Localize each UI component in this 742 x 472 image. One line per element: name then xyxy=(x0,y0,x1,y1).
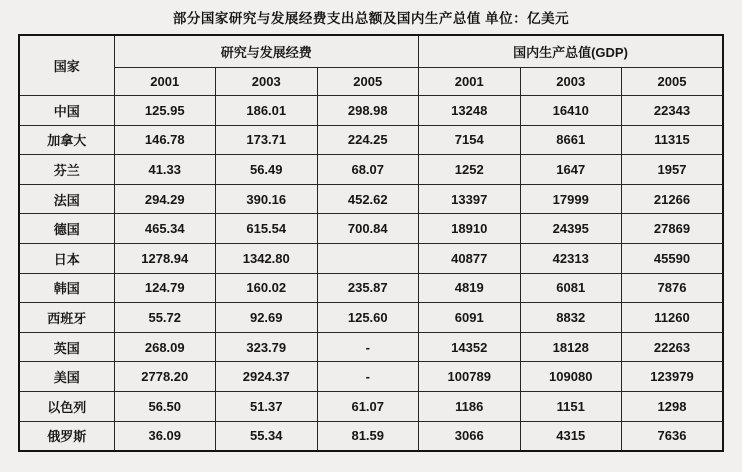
table-row xyxy=(19,155,723,185)
value-cell: 125.95 xyxy=(114,96,216,126)
value-cell: 61.07 xyxy=(317,391,419,421)
table-row xyxy=(19,303,723,333)
data-table xyxy=(18,34,724,452)
value-cell: 55.34 xyxy=(216,421,318,451)
value-cell: 1298 xyxy=(622,391,724,421)
year-header-rd-2005: 2005 xyxy=(317,68,419,96)
country-cell: 法国 xyxy=(19,184,114,214)
value-cell: 11315 xyxy=(622,125,724,155)
value-cell: 1957 xyxy=(622,155,724,185)
value-cell: 18128 xyxy=(520,332,622,362)
value-cell: 1186 xyxy=(419,391,521,421)
country-cell: 以色列 xyxy=(19,391,114,421)
value-cell: 186.01 xyxy=(216,96,318,126)
value-cell: 4819 xyxy=(419,273,521,303)
value-cell: 16410 xyxy=(520,96,622,126)
value-cell: 1278.94 xyxy=(114,243,216,273)
value-cell: 224.25 xyxy=(317,125,419,155)
value-cell: 42313 xyxy=(520,243,622,273)
value-cell: 452.62 xyxy=(317,184,419,214)
year-header-gdp-2005: 2005 xyxy=(622,68,724,96)
year-header-rd-2003: 2003 xyxy=(216,68,318,96)
country-cell: 英国 xyxy=(19,332,114,362)
value-cell: 8832 xyxy=(520,303,622,333)
table-row xyxy=(19,273,723,303)
value-cell: 17999 xyxy=(520,184,622,214)
value-cell: 36.09 xyxy=(114,421,216,451)
value-cell: 22343 xyxy=(622,96,724,126)
value-cell: 1151 xyxy=(520,391,622,421)
gdp-group-header: 国内生产总值(GDP) xyxy=(419,35,724,68)
value-cell: 4315 xyxy=(520,421,622,451)
value-cell: 3066 xyxy=(419,421,521,451)
value-cell: 173.71 xyxy=(216,125,318,155)
year-header-gdp-2003: 2003 xyxy=(520,68,622,96)
value-cell: 7876 xyxy=(622,273,724,303)
value-cell: 2924.37 xyxy=(216,362,318,392)
country-cell: 芬兰 xyxy=(19,155,114,185)
value-cell: 125.60 xyxy=(317,303,419,333)
value-cell: 268.09 xyxy=(114,332,216,362)
country-cell: 加拿大 xyxy=(19,125,114,155)
country-column-header: 国家 xyxy=(19,35,114,96)
value-cell: 2778.20 xyxy=(114,362,216,392)
value-cell: 68.07 xyxy=(317,155,419,185)
value-cell: 21266 xyxy=(622,184,724,214)
year-header-gdp-2001: 2001 xyxy=(419,68,521,96)
country-cell: 日本 xyxy=(19,243,114,273)
table-row xyxy=(19,391,723,421)
value-cell: 55.72 xyxy=(114,303,216,333)
table-row xyxy=(19,332,723,362)
country-cell: 中国 xyxy=(19,96,114,126)
country-cell: 俄罗斯 xyxy=(19,421,114,451)
value-cell: 700.84 xyxy=(317,214,419,244)
table-row xyxy=(19,421,723,451)
value-cell: 465.34 xyxy=(114,214,216,244)
table-row xyxy=(19,125,723,155)
year-header-rd-2001: 2001 xyxy=(114,68,216,96)
value-cell: 1252 xyxy=(419,155,521,185)
value-cell: 27869 xyxy=(622,214,724,244)
value-cell: 6091 xyxy=(419,303,521,333)
value-cell: 615.54 xyxy=(216,214,318,244)
value-cell: 41.33 xyxy=(114,155,216,185)
value-cell: 123979 xyxy=(622,362,724,392)
value-cell: 1647 xyxy=(520,155,622,185)
value-cell: 18910 xyxy=(419,214,521,244)
value-cell: 81.59 xyxy=(317,421,419,451)
table-head xyxy=(19,35,723,96)
country-cell: 韩国 xyxy=(19,273,114,303)
value-cell: 92.69 xyxy=(216,303,318,333)
country-cell: 西班牙 xyxy=(19,303,114,333)
table-row xyxy=(19,184,723,214)
value-cell xyxy=(317,243,419,273)
value-cell: 56.50 xyxy=(114,391,216,421)
value-cell: 235.87 xyxy=(317,273,419,303)
value-cell: 45590 xyxy=(622,243,724,273)
value-cell: 8661 xyxy=(520,125,622,155)
value-cell: 124.79 xyxy=(114,273,216,303)
value-cell: 13248 xyxy=(419,96,521,126)
value-cell: 100789 xyxy=(419,362,521,392)
value-cell: 40877 xyxy=(419,243,521,273)
value-cell: 298.98 xyxy=(317,96,419,126)
table-row xyxy=(19,96,723,126)
table-body xyxy=(19,96,723,452)
value-cell: 146.78 xyxy=(114,125,216,155)
value-cell: 160.02 xyxy=(216,273,318,303)
value-cell: - xyxy=(317,332,419,362)
rd-group-header: 研究与发展经费 xyxy=(114,35,419,68)
value-cell: 6081 xyxy=(520,273,622,303)
value-cell: 22263 xyxy=(622,332,724,362)
table-row xyxy=(19,243,723,273)
value-cell: 1342.80 xyxy=(216,243,318,273)
value-cell: 56.49 xyxy=(216,155,318,185)
table-row xyxy=(19,214,723,244)
country-cell: 美国 xyxy=(19,362,114,392)
country-cell: 德国 xyxy=(19,214,114,244)
value-cell: 109080 xyxy=(520,362,622,392)
value-cell: 323.79 xyxy=(216,332,318,362)
group-header-row xyxy=(19,35,723,68)
table-row xyxy=(19,362,723,392)
value-cell: 13397 xyxy=(419,184,521,214)
value-cell: 51.37 xyxy=(216,391,318,421)
year-header-row xyxy=(19,68,723,96)
value-cell: 7636 xyxy=(622,421,724,451)
value-cell: 24395 xyxy=(520,214,622,244)
value-cell: 11260 xyxy=(622,303,724,333)
value-cell: 7154 xyxy=(419,125,521,155)
page-title: 部分国家研究与发展经费支出总额及国内生产总值 单位：亿美元 xyxy=(172,11,570,26)
value-cell: 294.29 xyxy=(114,184,216,214)
value-cell: 390.16 xyxy=(216,184,318,214)
value-cell: - xyxy=(317,362,419,392)
value-cell: 14352 xyxy=(419,332,521,362)
